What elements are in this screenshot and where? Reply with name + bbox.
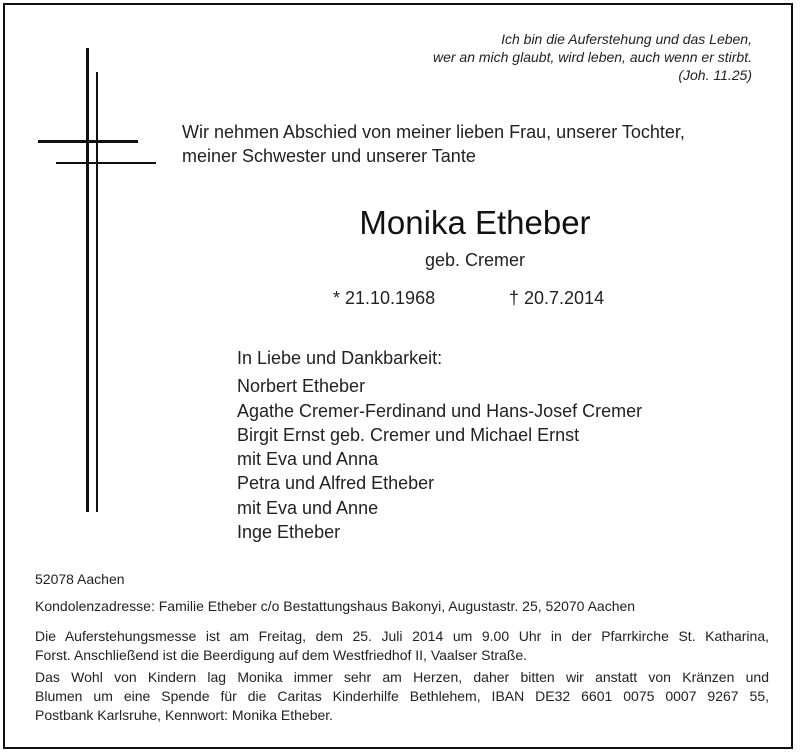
mourner-name: Norbert Etheber bbox=[237, 376, 366, 397]
mourner-name: Petra und Alfred Etheber bbox=[237, 473, 435, 494]
mourner-name: mit Eva und Anna bbox=[237, 449, 379, 470]
cross-bar bbox=[38, 140, 138, 143]
death-date: † 20.7.2014 bbox=[509, 288, 605, 308]
mass-info-line: Forst. Anschließend ist die Beerdigung auf dem Westfriedhof II, Vaalser Straße. bbox=[35, 647, 528, 663]
intro-line: Wir nehmen Abschied von meiner lieben Frau, unserer Tochter, bbox=[182, 122, 685, 142]
verse-reference: (Joh. 11.25) bbox=[678, 67, 752, 83]
mourners-lead: In Liebe und Dankbarkeit: bbox=[237, 348, 443, 368]
donation-info-line: Blumen um eine Spende für die Caritas Kinderhilfe Bethlehem, IBAN DE32 6601 0075 0007 9267 55, bbox=[35, 688, 769, 704]
location-line: 52078 Aachen bbox=[35, 571, 125, 587]
mourner-name: Agathe Cremer-Ferdinand und Hans-Josef Cremer bbox=[237, 400, 643, 421]
mourner-name: mit Eva und Anne bbox=[237, 497, 379, 518]
birth-name: geb. Cremer bbox=[424, 250, 526, 270]
farewell-intro bbox=[182, 120, 685, 168]
condolence-address: Kondolenzadresse: Familie Etheber c/o Bestattungshaus Bakonyi, Augustastr. 25, 52070 Aachen bbox=[35, 598, 636, 614]
bible-verse bbox=[433, 30, 752, 84]
donation-info-line: Postbank Karlsruhe, Kennwort: Monika Etheber. bbox=[35, 707, 334, 723]
mourner-name: Inge Etheber bbox=[237, 522, 341, 543]
mourners-list bbox=[237, 346, 642, 544]
intro-line: meiner Schwester und unserer Tante bbox=[182, 146, 476, 166]
mass-info bbox=[35, 627, 769, 665]
mourner-name: Birgit Ernst geb. Cremer und Michael Ernst bbox=[237, 424, 580, 445]
birth-date: * 21.10.1968 bbox=[333, 288, 436, 308]
verse-line: wer an mich glaubt, wird leben, auch wenn er stirbt. bbox=[432, 49, 752, 65]
donation-info bbox=[35, 668, 769, 725]
cross-icon-shadow bbox=[96, 72, 98, 512]
cross-bar-shadow bbox=[56, 162, 156, 164]
donation-info-line: Das Wohl von Kindern lag Monika immer sehr am Herzen, daher bitten wir anstatt von Kränzen und bbox=[35, 669, 769, 685]
verse-line: Ich bin die Auferstehung und das Leben, bbox=[501, 31, 752, 47]
mass-info-line: Die Auferstehungsmesse ist am Freitag, dem 25. Juli 2014 um 9.00 Uhr in der Pfarrkirche St. Katharina, bbox=[35, 628, 769, 644]
cross-icon bbox=[86, 48, 89, 512]
deceased-name: Monika Etheber bbox=[359, 204, 591, 241]
